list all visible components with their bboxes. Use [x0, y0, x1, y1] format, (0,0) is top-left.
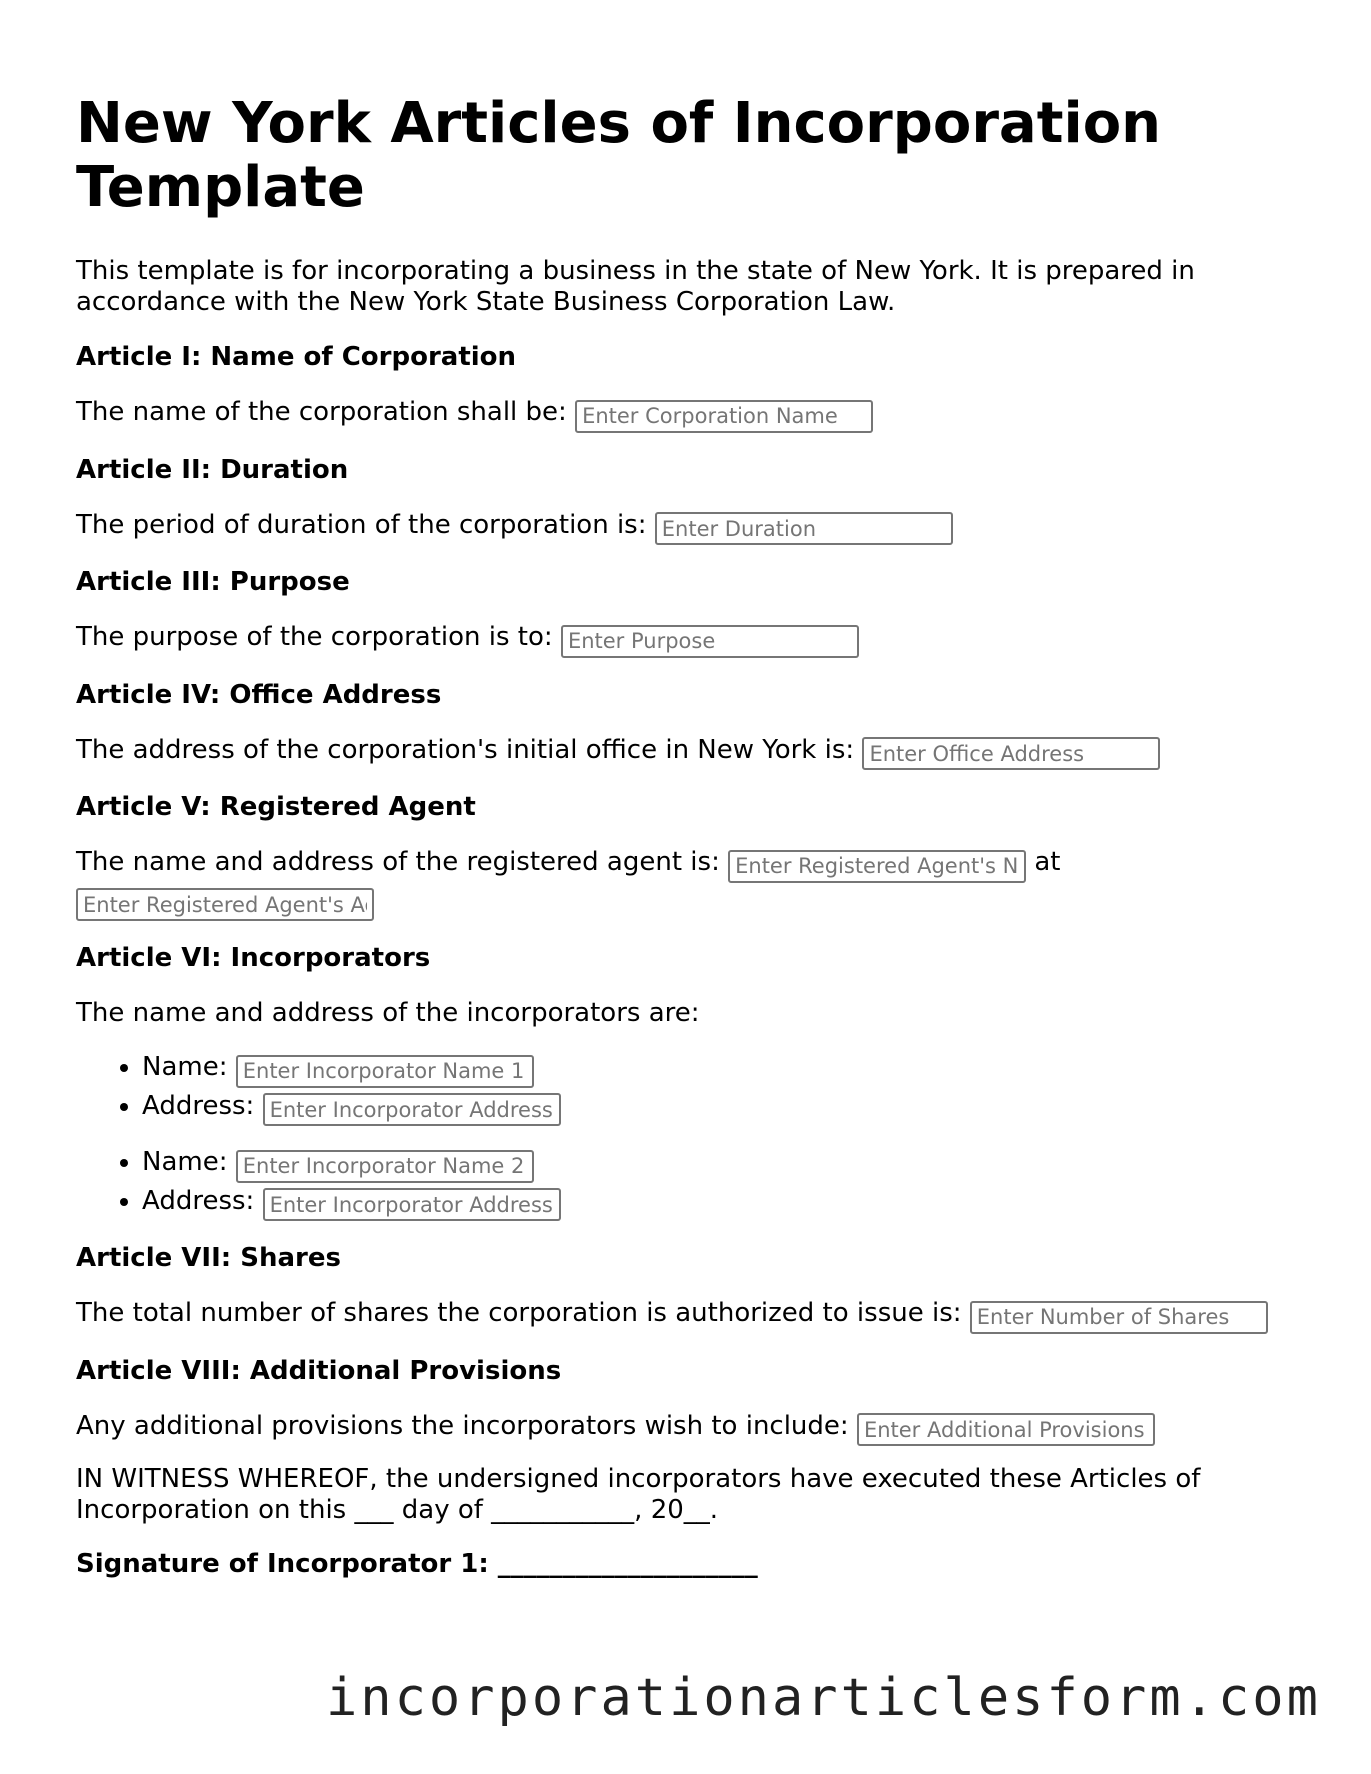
article-7-statement	[76, 1295, 1306, 1334]
incorporator-1-name-input[interactable]	[236, 1055, 534, 1088]
page-title: New York Articles of Incorporation Template	[76, 91, 1162, 220]
article-8-heading: Article VIII: Additional Provisions	[76, 1355, 562, 1386]
additional-provisions-input[interactable]	[857, 1413, 1155, 1446]
registered-agent-name-input[interactable]	[728, 850, 1026, 883]
article-8-statement	[76, 1408, 1306, 1447]
incorporator-name-label: Name:	[142, 1052, 228, 1082]
office-address-input[interactable]	[862, 737, 1160, 770]
agent-connector-text: at	[1034, 847, 1061, 877]
number-of-shares-input[interactable]	[970, 1301, 1268, 1334]
article-1-statement	[76, 394, 1306, 433]
list-item	[142, 1144, 1306, 1183]
article-6-heading: Article VI: Incorporators	[76, 943, 431, 973]
duration-input[interactable]	[655, 512, 953, 545]
article-7-heading: Article VII: Shares	[76, 1243, 341, 1273]
incorporator-2-address-input[interactable]	[263, 1188, 561, 1221]
article-1-text: The name of the corporation shall be:	[76, 397, 567, 427]
article-2-heading: Article II: Duration	[76, 454, 349, 485]
incorporator-2-name-input[interactable]	[236, 1150, 534, 1183]
intro-text: This template is for incorporating a business in the state of New York. It is prepared in accordance with the New York State Business Corporation Law.	[76, 256, 1195, 317]
article-3-statement	[76, 619, 1306, 658]
article-7-text: The total number of shares the corporation is authorized to issue is:	[76, 1298, 962, 1328]
registered-agent-address-input[interactable]	[76, 888, 374, 921]
list-item	[142, 1088, 1306, 1127]
article-2-text: The period of duration of the corporation is:	[76, 509, 647, 540]
article-6-statement: The name and address of the incorporators are:	[76, 998, 700, 1028]
article-1-heading: Article I: Name of Corporation	[76, 342, 517, 372]
incorporator-address-label: Address:	[142, 1185, 255, 1216]
incorporator-address-label: Address:	[142, 1090, 255, 1121]
article-4-statement	[76, 732, 1306, 771]
incorporator-1-address-input[interactable]	[263, 1093, 561, 1126]
document-page	[76, 92, 1306, 1582]
list-item	[142, 1183, 1306, 1222]
article-5-heading: Article V: Registered Agent	[76, 792, 476, 822]
article-8-text: Any additional provisions the incorporators wish to include:	[76, 1410, 849, 1441]
article-3-heading: Article III: Purpose	[76, 567, 350, 597]
article-4-text: The address of the corporation's initial office in New York is:	[76, 734, 855, 765]
article-2-statement	[76, 507, 1306, 546]
article-4-heading: Article IV: Office Address	[76, 679, 442, 710]
incorporator-name-label: Name:	[142, 1147, 228, 1177]
purpose-input[interactable]	[561, 625, 859, 658]
witness-clause: IN WITNESS WHEREOF, the undersigned incorporators have executed these Articles of Incorporation on this ___ day of ___________, 20__.	[76, 1464, 1201, 1525]
article-3-text: The purpose of the corporation is to:	[76, 622, 553, 652]
incorporator-1-list	[76, 1049, 1306, 1126]
corporation-name-input[interactable]	[575, 400, 873, 433]
watermark: incorporationarticlesform.com	[326, 1668, 1321, 1728]
list-item	[142, 1049, 1306, 1088]
article-5-statement	[76, 844, 1306, 921]
article-5-text: The name and address of the registered agent is:	[76, 847, 720, 877]
signature-line: Signature of Incorporator 1: ____________________	[76, 1549, 758, 1579]
incorporator-2-list	[76, 1144, 1306, 1221]
